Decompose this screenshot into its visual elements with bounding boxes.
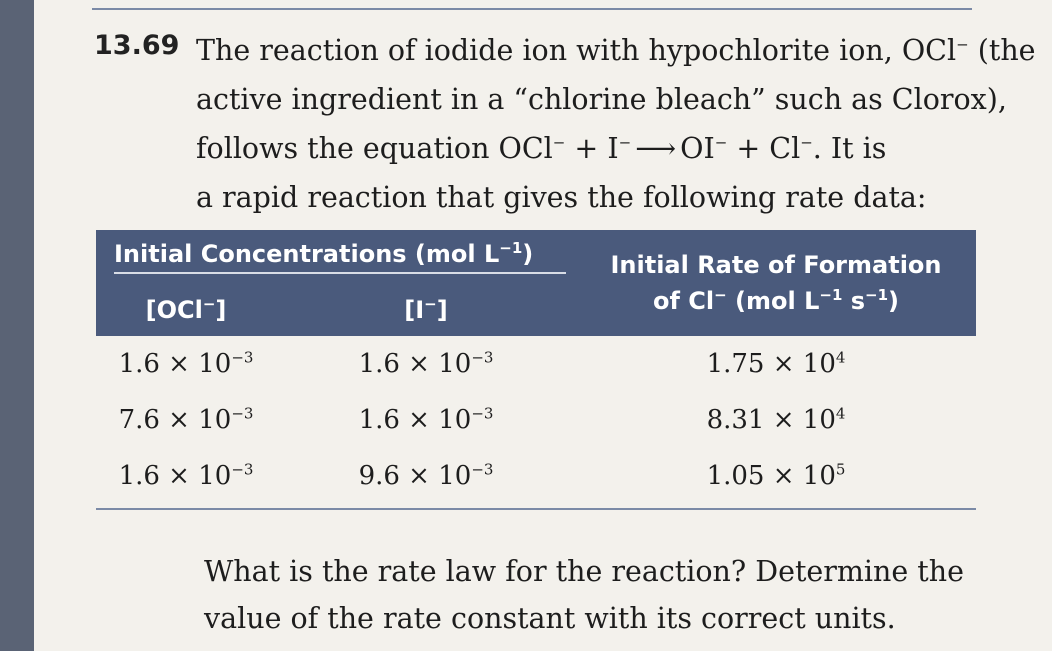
table-row <box>96 448 976 504</box>
rate-value: $1.05 \times 10^5$ <box>706 460 846 491</box>
i-value: $1.6 \times 10^{-3}$ <box>358 404 494 435</box>
ocl-value: $1.6 \times 10^{-3}$ <box>118 348 254 379</box>
problem-line-2: active ingredient in a “chlorine bleach” such as Clorox), <box>196 83 1007 116</box>
i-value: $1.6 \times 10^{-3}$ <box>358 348 494 379</box>
rate-header: Initial Rate of Formation of Cl− (mol $L^{-1}$ $s^{-1}$) <box>576 230 976 336</box>
ocl-value: $1.6 \times 10^{-3}$ <box>118 460 254 491</box>
table-row <box>96 336 976 392</box>
top-divider <box>92 8 972 10</box>
concentrations-header: Initial Concentrations (mol $L^{-1}$) <box>96 230 576 284</box>
reaction-arrow: ⟶ <box>635 132 677 165</box>
question-line-2: value of the rate constant with its correct units. <box>204 602 896 635</box>
problem-line-3: follows the equation OCl− + I− ⟶ OI− + Cl−. It is <box>196 124 986 173</box>
question-text <box>204 548 984 642</box>
table-row <box>96 392 976 448</box>
rate-value: $8.31 \times 10^4$ <box>706 404 846 435</box>
problem-line-4: a rapid reaction that gives the following rate data: <box>196 181 927 214</box>
rate-value: $1.75 \times 10^4$ <box>706 348 846 379</box>
rate-data-table <box>96 230 976 504</box>
question-line-1: What is the rate law for the reaction? Determine the <box>204 555 964 588</box>
problem-line-1: The reaction of iodide ion with hypochlorite ion, OCl− (the <box>196 34 1036 67</box>
column-header-ocl: [OCl−] <box>96 284 276 336</box>
problem-statement <box>196 26 1036 222</box>
column-header-i: [I−] <box>276 284 576 336</box>
ocl-value: $7.6 \times 10^{-3}$ <box>118 404 254 435</box>
problem-number: 13.69 <box>94 30 180 61</box>
i-value: $9.6 \times 10^{-3}$ <box>358 460 494 491</box>
table-bottom-divider <box>96 508 976 510</box>
